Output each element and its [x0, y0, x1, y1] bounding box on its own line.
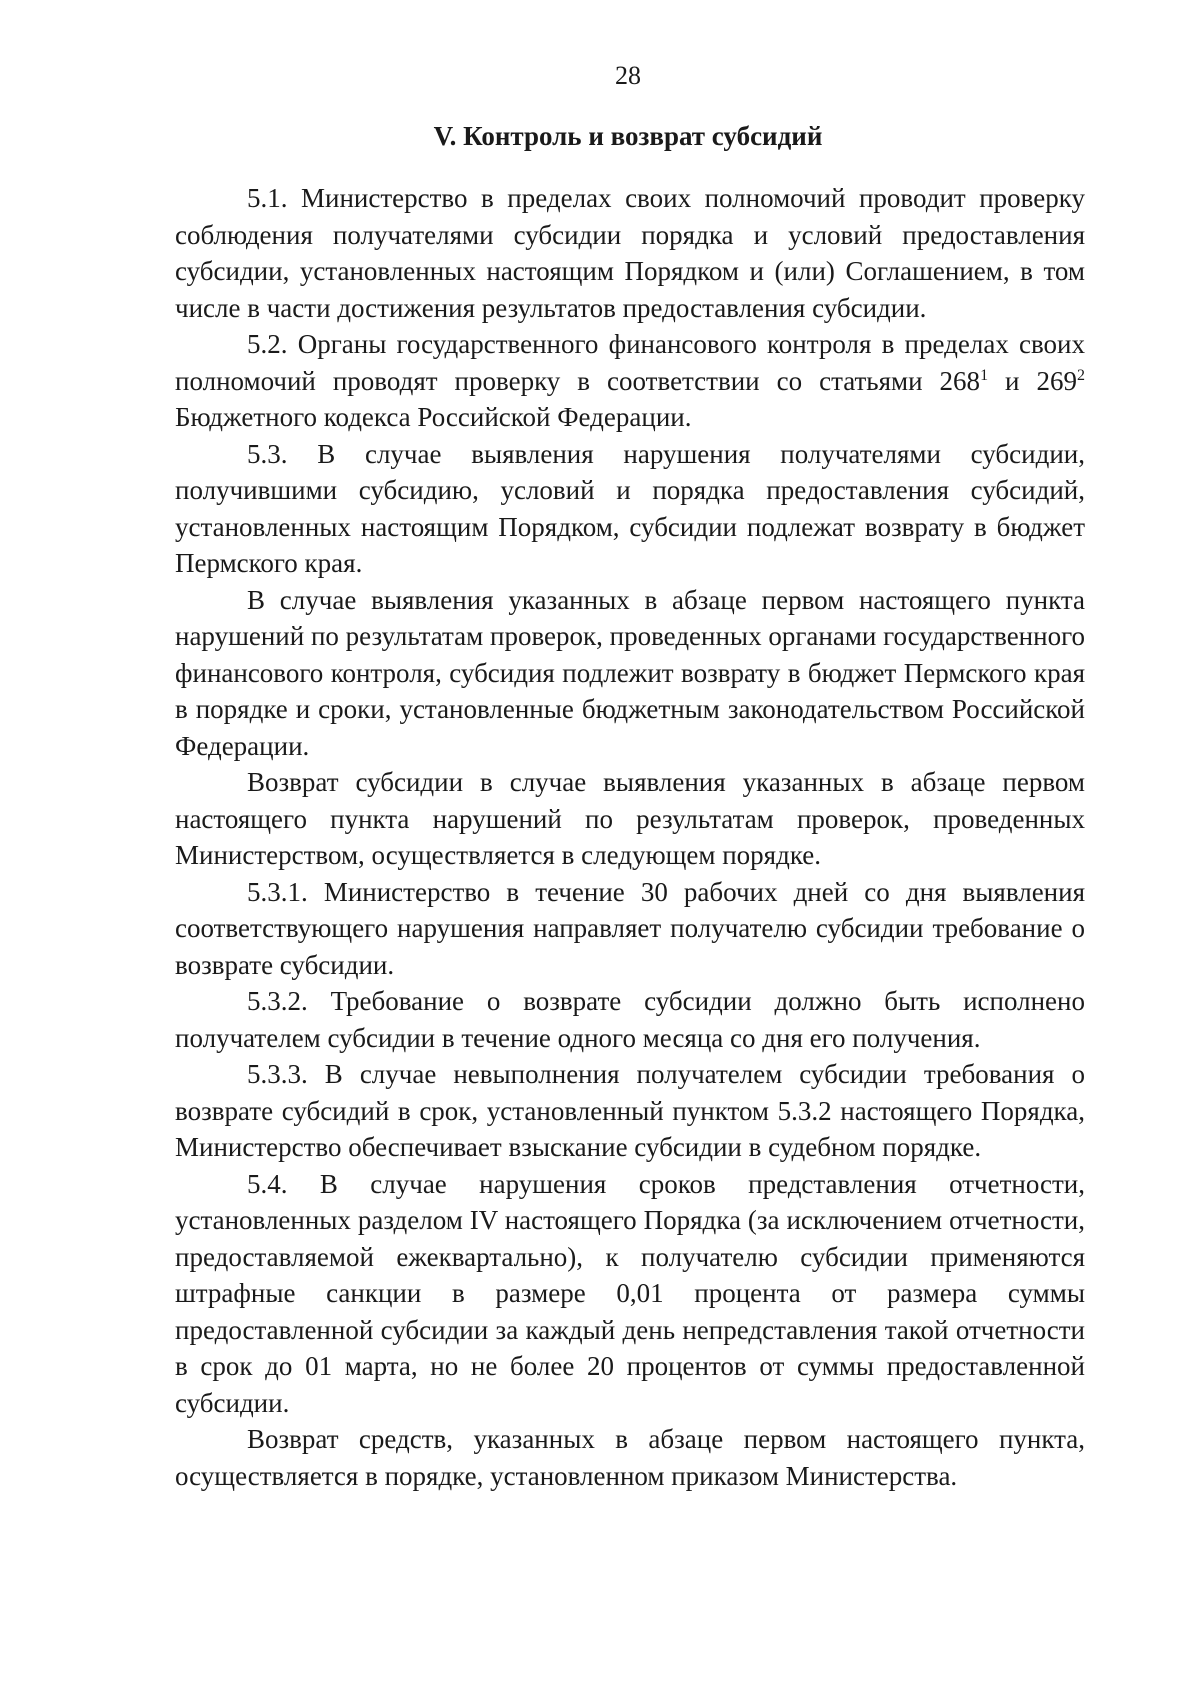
paragraph-5-3-3: 5.3.3. В случае невыполнения получателем субсидии требования о возврате субсидий в срок, установленный пунктом 5.3.2 настоящего Порядка, Министерство обеспечивает взыскание субсидии в судебном порядке.	[175, 1059, 1085, 1162]
page-number: 28	[615, 61, 641, 90]
document-body	[175, 180, 1085, 1494]
paragraph-5-2-text-1: 5.2. Органы государственного финансового контроля в пределах своих полномочий проводят проверку в соответствии со статьями 268	[175, 329, 1085, 396]
superscript-2: 2	[1077, 366, 1086, 384]
paragraph-5-3-second: В случае выявления указанных в абзаце первом настоящего пункта нарушений по результатам проверок, проведенных органами государственного финансового контроля, субсидия подлежит возврату в бюджет Пермского края в порядке и сроки, установленные бюджетным законодательством Российской Федерации.	[175, 584, 1085, 761]
paragraph-5-1: 5.1. Министерство в пределах своих полномочий проводит проверку соблюдения получателями субсидии порядка и условий предоставления субсидии, установленных настоящим Порядком и (или) Соглашением, в том числе в части достижения результатов предоставления субсидии.	[175, 183, 1085, 323]
superscript-1: 1	[980, 366, 989, 384]
section-title: V. Контроль и возврат субсидий	[433, 121, 823, 151]
paragraph-5-4: 5.4. В случае нарушения сроков представления отчетности, установленных разделом IV настоящего Порядка (за исключением отчетности, предоставляемой ежеквартально), к получателю субсидии применяются штрафные санкции в размере 0,01 процента от размера суммы предоставленной субсидии за каждый день непредставления такой отчетности в срок до 01 марта, но не более 20 процентов от суммы предоставленной субсидии.	[175, 1168, 1085, 1418]
paragraph-5-2-text-3: Бюджетного кодекса Российской Федерации.	[175, 402, 692, 432]
paragraph-5-3-third: Возврат субсидии в случае выявления указанных в абзаце первом настоящего пункта нарушений по результатам проверок, проведенных Министерством, осуществляется в следующем порядке.	[175, 767, 1085, 870]
paragraph-5-4-second: Возврат средств, указанных в абзаце первом настоящего пункта, осуществляется в порядке, установленном приказом Министерства.	[175, 1424, 1085, 1491]
paragraph-5-3-1: 5.3.1. Министерство в течение 30 рабочих дней со дня выявления соответствующего нарушения направляет получателю субсидии требование о возврате субсидии.	[175, 876, 1085, 980]
paragraph-5-3-2: 5.3.2. Требование о возврате субсидии должно быть исполнено получателем субсидии в течение одного месяца со дня его получения.	[175, 986, 1085, 1053]
paragraph-5-3: 5.3. В случае выявления нарушения получателями субсидии, получившими субсидию, условий и порядка предоставления субсидий, установленных настоящим Порядком, субсидии подлежат возврату в бюджет Пермского края.	[175, 438, 1085, 578]
paragraph-5-2-text-2: и 269	[988, 365, 1078, 396]
paragraph-5-2	[175, 326, 1085, 436]
